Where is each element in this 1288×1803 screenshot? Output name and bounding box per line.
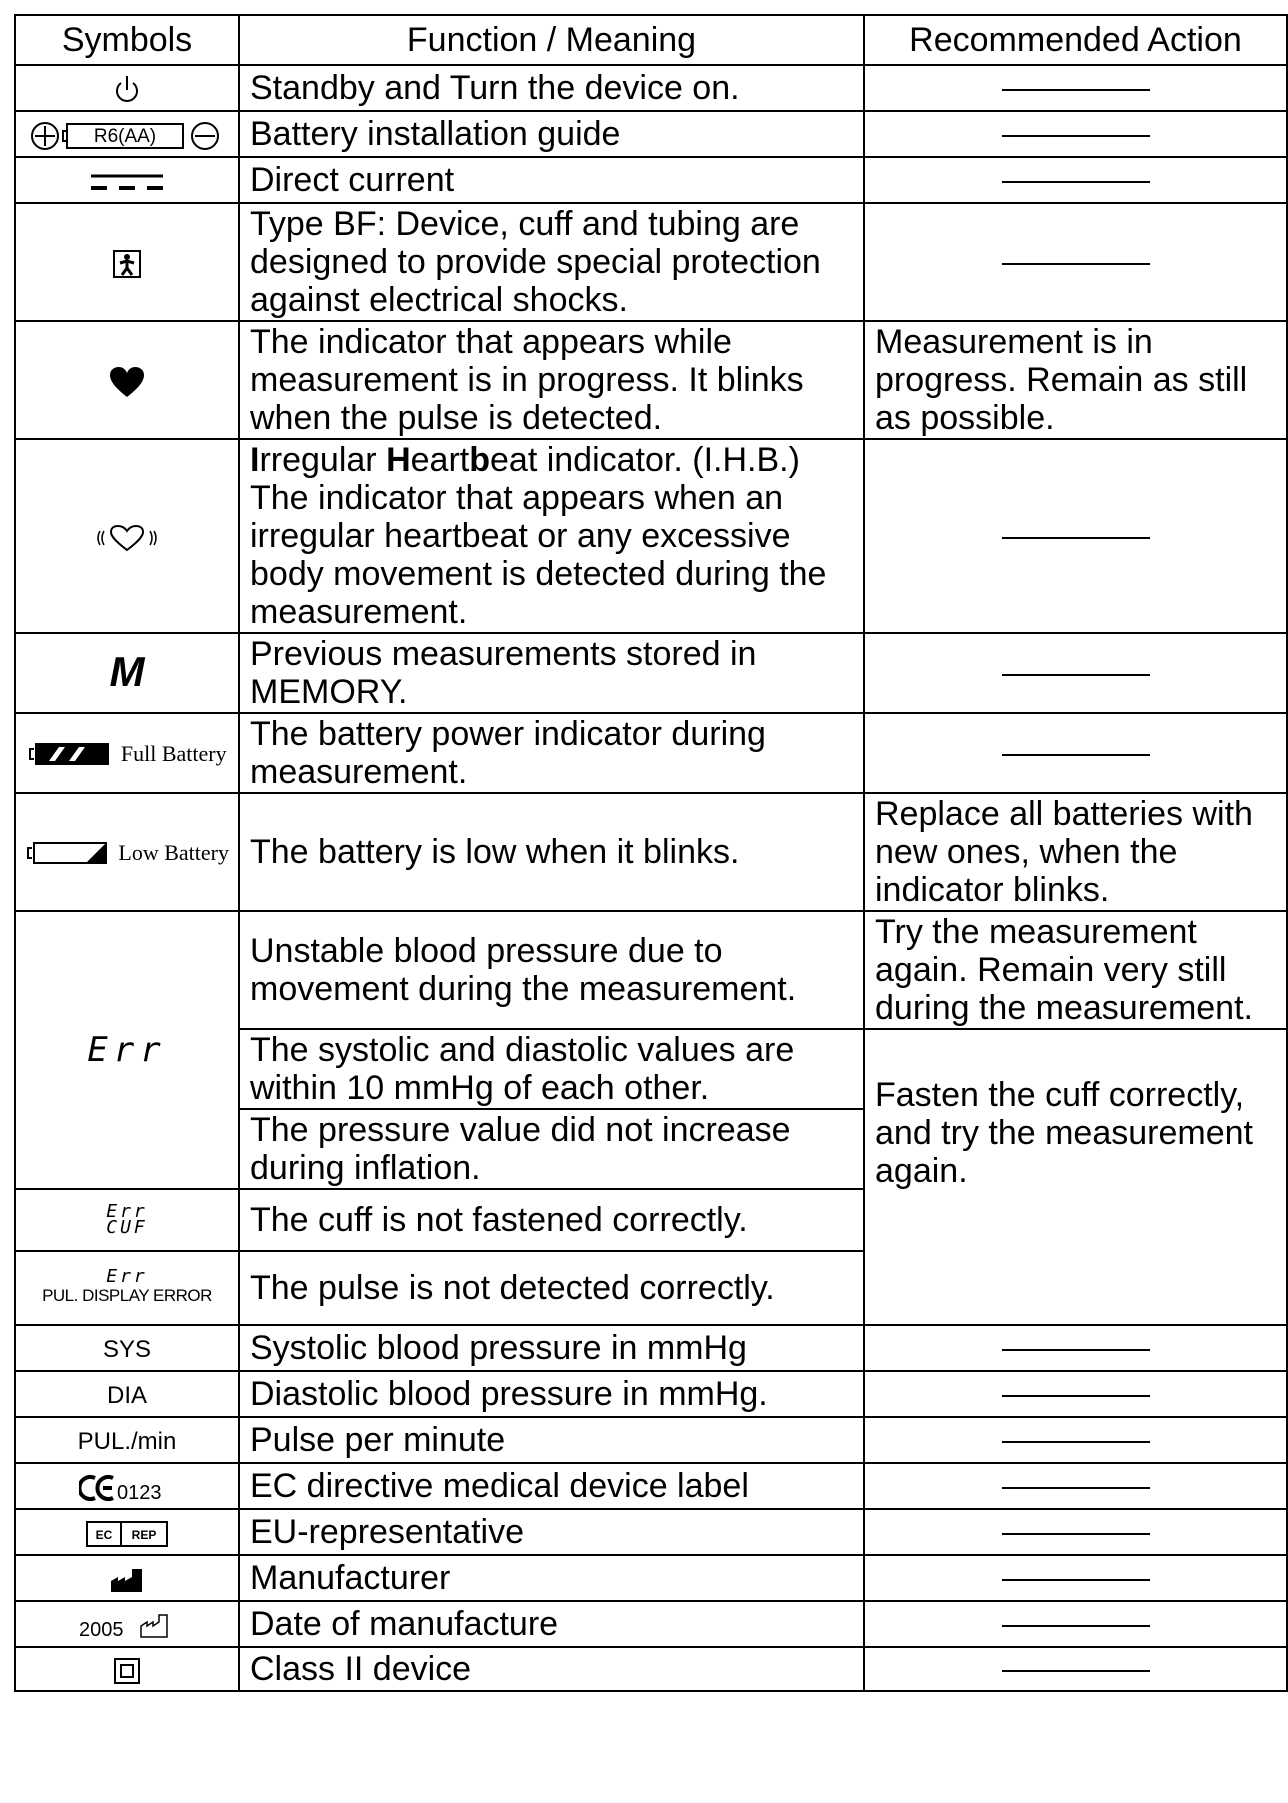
table-row [15,1509,1287,1555]
table-row [15,1325,1287,1371]
symbol-cell [15,1555,239,1601]
symbol-cell [15,1417,239,1463]
function-cell: Direct current [239,157,864,203]
table-row [15,633,1287,713]
dash-line [1002,1487,1150,1489]
heart-icon [109,366,145,398]
err-cuf-symbol-bottom: CUF [106,1217,148,1238]
symbol-cell [15,911,239,1189]
symbols-table [14,14,1288,1692]
action-cell [864,1555,1287,1601]
full-battery-icon [27,741,111,767]
action-cell [864,203,1287,321]
svg-text:EC: EC [95,1528,113,1543]
table-row [15,911,1287,1029]
symbol-cell [15,203,239,321]
table-row [15,713,1287,793]
table-row [15,65,1287,111]
low-battery-icon [25,840,109,866]
function-cell: The indicator that appears while measurement is in progress. It blinks when the pulse is detected. [239,321,864,439]
action-cell [864,111,1287,157]
action-cell [864,1647,1287,1691]
symbol-cell [15,111,239,157]
symbol-cell [15,1325,239,1371]
header-action: Recommended Action [864,15,1287,65]
err-pul-symbol-top: Err [106,1266,148,1287]
function-cell: Manufacturer [239,1555,864,1601]
action-cell [864,713,1287,793]
dash-line [1002,1395,1150,1397]
action-cell: Try the measurement again. Remain very still during the measurement. [864,911,1287,1029]
function-cell: Unstable blood pressure due to movement during the measurement. [239,911,864,1029]
header-symbols: Symbols [15,15,239,65]
dash-line [1002,674,1150,676]
table-row [15,1647,1287,1691]
symbol-cell [15,1647,239,1691]
action-cell [864,439,1287,633]
type-bf-icon [112,249,142,279]
function-cell: EU-representative [239,1509,864,1555]
low-battery-label: Low Battery [118,840,230,865]
dash-line [1002,1349,1150,1351]
irregular-heartbeat-icon [95,523,159,553]
dia-symbol: DIA [106,1382,147,1409]
symbol-cell [15,1371,239,1417]
factory-icon [110,1567,144,1593]
function-cell: Diastolic blood pressure in mmHg. [239,1371,864,1417]
power-standby-icon [113,73,141,107]
svg-text:REP: REP [131,1528,157,1543]
function-cell: Type BF: Device, cuff and tubing are designed to provide special protection against electrical shocks. [239,203,864,321]
function-cell: Date of manufacture [239,1601,864,1647]
action-cell [864,1601,1287,1647]
function-cell: EC directive medical device label [239,1463,864,1509]
table-row [15,111,1287,157]
symbol-cell [15,1251,239,1325]
table-row [15,1371,1287,1417]
dash-line [1002,181,1150,183]
action-cell [864,1463,1287,1509]
svg-text:2005: 2005 [79,1619,124,1641]
ce-mark-icon [79,1473,175,1503]
header-row [15,15,1287,65]
table-row [15,1463,1287,1509]
svg-text:R6(AA): R6(AA) [93,126,157,147]
table-row [15,203,1287,321]
dash-line [1002,1533,1150,1535]
action-cell: Measurement is in progress. Remain as still as possible. [864,321,1287,439]
table-row [15,1555,1287,1601]
function-cell: Previous measurements stored in MEMORY. [239,633,864,713]
table-row [15,793,1287,911]
dash-line [1002,1579,1150,1581]
action-cell [864,1417,1287,1463]
function-cell: The battery is low when it blinks. [239,793,864,911]
symbol-cell [15,1189,239,1251]
err-symbol: Err [87,1030,167,1070]
dash-line [1002,89,1150,91]
dash-line [1002,754,1150,756]
ec-rep-icon [85,1520,169,1548]
function-cell: The battery power indicator during measurement. [239,713,864,793]
action-cell [864,1509,1287,1555]
dash-line [1002,263,1150,265]
date-of-manufacture-icon [79,1612,175,1640]
table-row [15,321,1287,439]
symbol-cell [15,439,239,633]
function-cell: Battery installation guide [239,111,864,157]
err-cuf-symbol-top: Err [106,1201,148,1222]
class-ii-icon [113,1657,141,1685]
battery-installation-icon [29,119,225,153]
dash-line [1002,135,1150,137]
table-row [15,439,1287,633]
sys-symbol: SYS [102,1336,152,1363]
symbol-cell [15,65,239,111]
action-cell [864,633,1287,713]
table-row [15,1601,1287,1647]
dash-line [1002,537,1150,539]
symbol-cell [15,157,239,203]
symbol-cell [15,321,239,439]
function-cell: The pulse is not detected correctly. [239,1251,864,1325]
memory-symbol: M [109,647,145,695]
action-cell [864,157,1287,203]
action-cell [864,65,1287,111]
table-row [15,157,1287,203]
err-pul-symbol-bottom: PUL. DISPLAY ERROR [42,1286,212,1305]
action-cell: Fasten the cuff correctly, and try the measurement again. [864,1029,1287,1325]
full-battery-label: Full Battery [120,741,227,766]
function-cell: The cuff is not fastened correctly. [239,1189,864,1251]
action-cell: Replace all batteries with new ones, when the indicator blinks. [864,793,1287,911]
table-row [15,1417,1287,1463]
function-cell: Systolic blood pressure in mmHg [239,1325,864,1371]
function-cell: The systolic and diastolic values are within 10 mmHg of each other. [239,1029,864,1109]
symbol-cell [15,633,239,713]
symbol-cell [15,793,239,911]
symbol-cell [15,1509,239,1555]
function-cell: Class II device [239,1647,864,1691]
header-function: Function / Meaning [239,15,864,65]
function-cell: The pressure value did not increase during inflation. [239,1109,864,1189]
function-cell: Irregular Heartbeat indicator. (I.H.B.) The indicator that appears when an irregular heartbeat or any excessive body movement is detected during the measurement. [239,439,864,633]
svg-text:0123: 0123 [117,1482,162,1504]
direct-current-icon [89,170,165,194]
action-cell [864,1371,1287,1417]
symbol-cell [15,713,239,793]
dash-line [1002,1441,1150,1443]
symbol-cell [15,1463,239,1509]
dash-line [1002,1625,1150,1627]
function-cell: Pulse per minute [239,1417,864,1463]
function-cell: Standby and Turn the device on. [239,65,864,111]
action-cell [864,1325,1287,1371]
symbol-cell [15,1601,239,1647]
dash-line [1002,1670,1150,1672]
pul-symbol: PUL./min [77,1428,177,1455]
